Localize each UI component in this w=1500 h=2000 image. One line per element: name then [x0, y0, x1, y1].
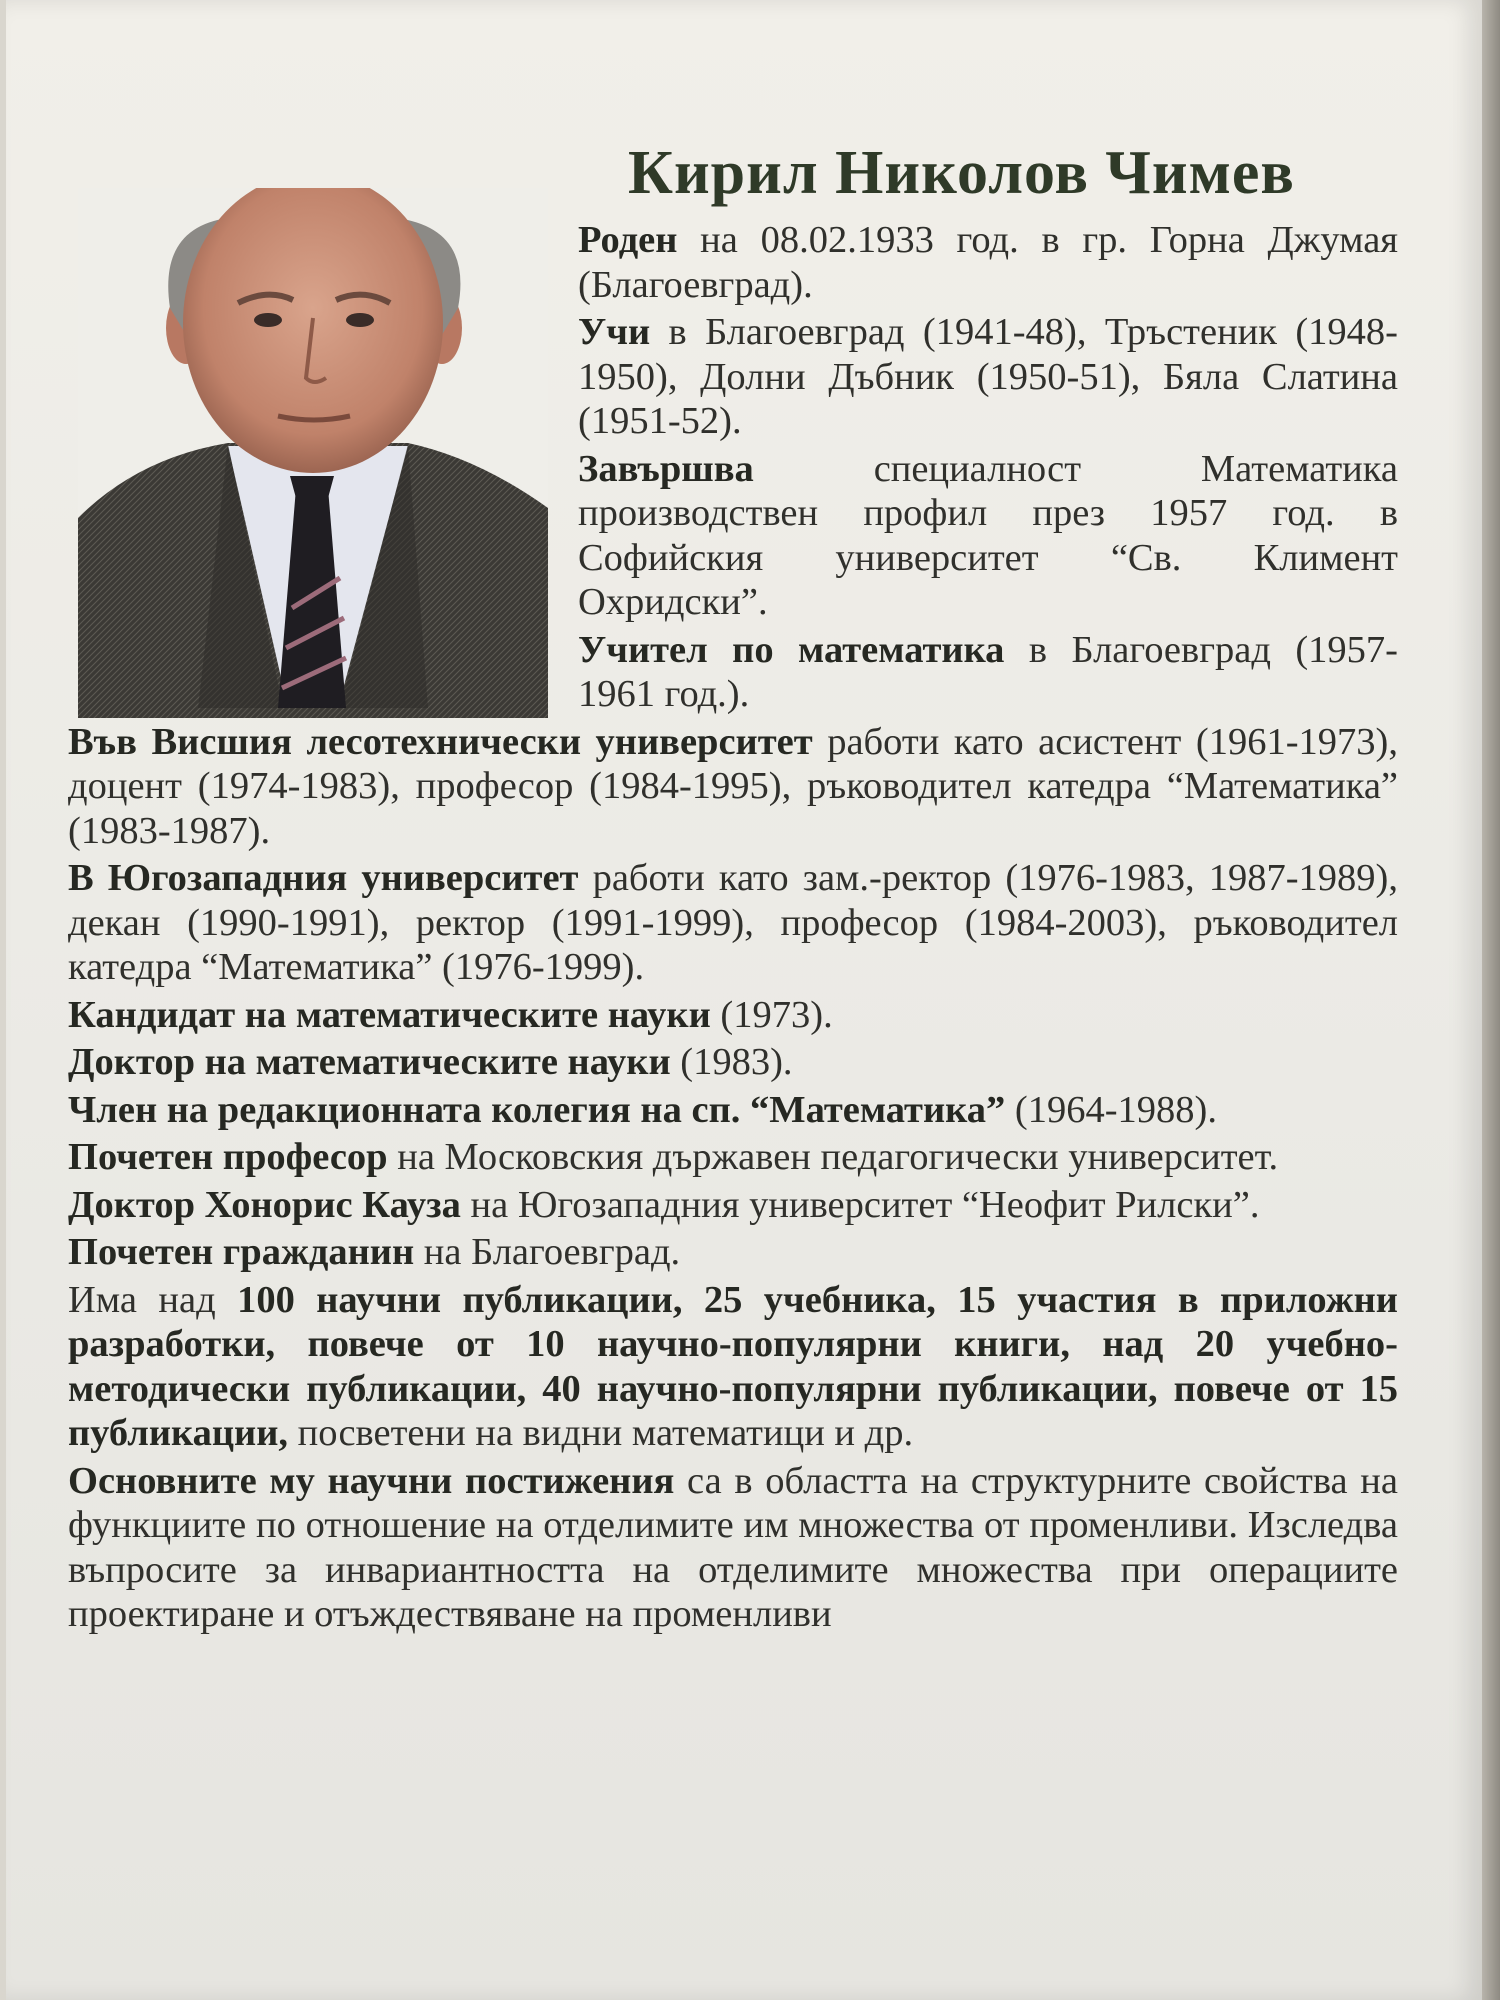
- biography: [68, 218, 1398, 1640]
- bio-paragraph: Учи в Благоевград (1941-48), Тръстеник (1948-1950), Долни Дъбник (1950-51), Бяла Слатина (1951-52).: [578, 311, 1398, 442]
- bio-paragraph: Основните му научни постижения са в областта на структурните свойства на функциите по отношение на отделимите им множества от променливи. Изследва въпросите за инвариантността на отделимите множества при операциите проектиране и отъждествяване на променливи: [68, 1459, 1398, 1635]
- bio-paragraph: Учител по математика в Благоевград (1957-1961 год.).: [578, 628, 1398, 715]
- bio-paragraph: Доктор на математическите науки (1983).: [68, 1041, 793, 1083]
- page-title: Кирил Николов Чимев: [628, 139, 1295, 207]
- bio-paragraph: Почетен гражданин на Благоевград.: [68, 1231, 681, 1273]
- page-edge: [1482, 0, 1500, 2000]
- bio-paragraph: Кандидат на математическите науки (1973).: [68, 993, 833, 1036]
- bio-paragraph: Роден на 08.02.1933 год. в гр. Горна Джумая (Благоевград).: [578, 219, 1398, 306]
- bio-paragraph: Във Висшия лесотехнически университет работи като асистент (1961-1973), доцент (1974-1983), професор (1984-1995), ръководител катедра “Математика” (1983-1987).: [68, 720, 1398, 852]
- bio-paragraph: Доктор Хонорис Кауза на Югозападния университет “Неофит Рилски”.: [68, 1183, 1260, 1226]
- bio-paragraph: Завършва специалност Математика производствен профил през 1957 год. в Софийския университет “Св. Климент Охридски”.: [578, 447, 1398, 623]
- bio-paragraph: Почетен професор на Московския държавен педагогически университет.: [68, 1136, 1279, 1178]
- bio-paragraph: Член на редакционната колегия на сп. “Математика” (1964-1988).: [68, 1088, 1217, 1131]
- bio-paragraph: Има над 100 научни публикации, 25 учебника, 15 участия в приложни разработки, повече от 10 научно-популярни книги, над 20 учебно-методически публикации, 40 научно-популярни публикации, повече от 15 публикации, посветени на видни математици и др.: [68, 1278, 1398, 1454]
- bio-paragraph: В Югозападния университет работи като зам.-ректор (1976-1983, 1987-1989), декан (1990-1991), ректор (1991-1999), професор (1984-2003), ръководител катедра “Математика” (1976-1999).: [68, 857, 1398, 988]
